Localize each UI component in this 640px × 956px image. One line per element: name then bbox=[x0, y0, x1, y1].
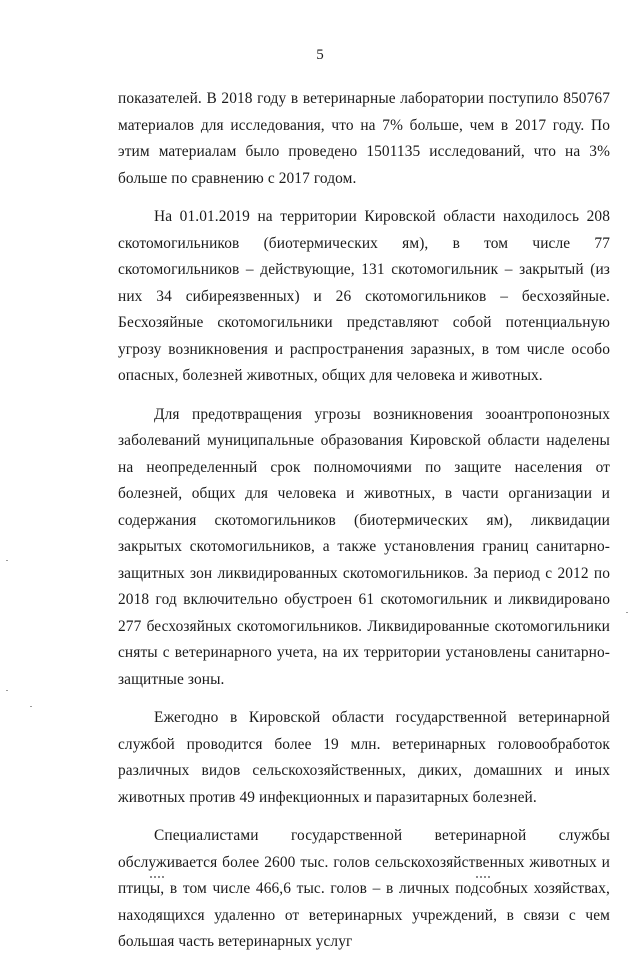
paragraph-municipal-powers: Для предотвращения угрозы возникновения зооантропонозных заболеваний муниципальные образования Кировской области наделены на неопределенный срок полномочиями по защите населения от болезней, общих для человека и животных, в части организации и содержания скотомогильников (биотермических ям), ликвидации закрытых скотомогильников, а также установления границ санитарно-защитных зон ликвидированных скотомогильников. За период с 2012 по 2018 год включительно обустроен 61 скотомогильник и ликвидировано 277 бесхозяйных скотомогильников. Ликвидированные скотомогильники сняты с ветеринарного учета, на их территории установлены санитарно-защитные зоны. bbox=[118, 405, 610, 688]
paragraph-lab-statistics: показателей. В 2018 году в ветеринарные лаборатории поступило 850767 материалов для исследования, что на 7% больше, чем в 2017 году. По этим материалам было проведено 1501135 исследований, что на 3% больше по сравнению с 2017 годом. bbox=[118, 90, 610, 187]
scan-artifact-left bbox=[150, 876, 164, 878]
document-body bbox=[118, 86, 610, 956]
paragraph-annual-treatments: Ежегодно в Кировской области государственной ветеринарной службой проводится более 19 млн. ветеринарных головообработок различных видов сельскохозяйственных, диких, домашних и иных животных против 49 инфекционных и паразитарных болезней. bbox=[118, 709, 610, 806]
scan-edge-mark bbox=[6, 690, 8, 691]
paragraph-livestock-service: Специалистами государственной ветеринарной службы обслуживается более 2600 тыс. голов сельскохозяйственных животных и птицы, в том числе 466,6 тыс. голов – в личных подсобных хозяйствах, находящихся удаленно от ветеринарных учреждений, в связи с чем большая часть ветеринарных услуг bbox=[118, 827, 610, 950]
scan-artifact-right bbox=[476, 876, 490, 878]
paragraph-cattle-burial-count: На 01.01.2019 на территории Кировской области находилось 208 скотомогильников (биотермических ям), в том числе 77 скотомогильников – действующие, 131 скотомогильник – закрытый (из них 34 сибиреязвенных) и 26 скотомогильников – бесхозяйные. Бесхозяйные скотомогильники представляют собой потенциальную угрозу возникновения и распространения заразных, в том числе особо опасных, болезней животных, общих для человека и животных. bbox=[118, 208, 610, 384]
page-number: 5 bbox=[316, 47, 324, 63]
scan-edge-mark bbox=[626, 612, 628, 613]
scan-edge-mark bbox=[30, 706, 32, 707]
scan-edge-mark bbox=[6, 560, 8, 561]
